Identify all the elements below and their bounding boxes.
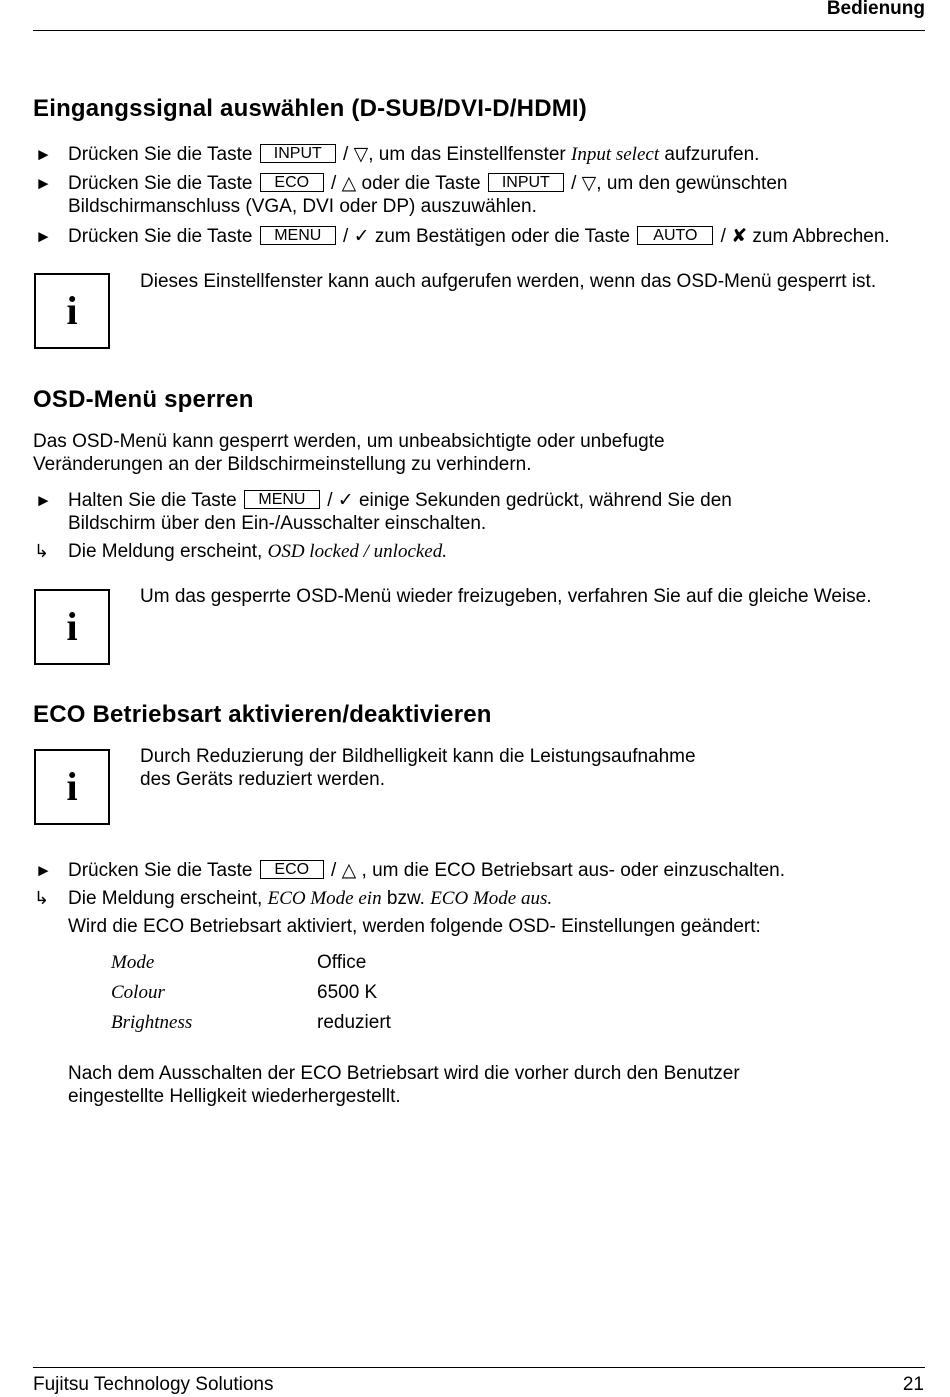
- text: Halten Sie die Taste: [68, 490, 237, 511]
- section-heading-eco-mode: ECO Betriebsart aktivieren/deaktivieren: [33, 701, 492, 728]
- paragraph-line: Das OSD-Menü kann gesperrt werden, um unbeabsichtigte oder unbefugte: [33, 431, 665, 452]
- result-arrow-icon: ↳: [34, 888, 50, 908]
- footer-rule: [33, 1367, 925, 1368]
- checkmark-icon: ✓: [353, 225, 370, 247]
- bullet-marker: ►: [35, 227, 52, 246]
- key-menu: MENU: [260, 226, 336, 245]
- paragraph-line: Veränderungen an der Bildschirmeinstellung zu verhindern.: [33, 454, 532, 475]
- bullet-marker: ►: [35, 174, 52, 193]
- bullet-marker: ►: [35, 491, 52, 510]
- section-heading-osd-lock: OSD-Menü sperren: [33, 386, 254, 413]
- text: zum Bestätigen oder die Taste: [374, 226, 631, 247]
- instruction-input-select: [68, 143, 759, 166]
- text: Die Meldung erscheint,: [68, 888, 263, 909]
- info-icon: i: [34, 273, 110, 349]
- instruction-eco-toggle: [68, 859, 785, 882]
- checkmark-icon: ✓: [337, 489, 354, 511]
- separator: /: [331, 173, 337, 194]
- separator: /: [720, 226, 726, 247]
- instruction-confirm-cancel: [68, 225, 890, 248]
- page-number: 21: [902, 1374, 924, 1395]
- bullet-marker: ►: [35, 861, 52, 880]
- cross-icon: ✘: [731, 225, 748, 247]
- text: , um das Einstellfenster: [368, 144, 566, 165]
- result-arrow-icon: ↳: [34, 541, 50, 561]
- text: bzw.: [386, 888, 425, 909]
- text: , um die ECO Betriebsart aus- oder einzuschalten.: [361, 860, 785, 881]
- closing-paragraph-line: Nach dem Ausschalten der ECO Betriebsart wird die vorher durch den Benutzer: [68, 1063, 740, 1084]
- separator: /: [343, 226, 349, 247]
- text: zum Abbrechen.: [752, 226, 890, 247]
- instruction-choose-connection: [68, 172, 787, 195]
- info-icon: i: [34, 589, 110, 665]
- separator: /: [571, 173, 577, 194]
- text: , um den gewünschten: [596, 173, 788, 194]
- result-message-cont: Wird die ECO Betriebsart aktiviert, werden folgende OSD- Einstellungen geändert:: [68, 916, 761, 937]
- separator: /: [331, 860, 337, 881]
- setting-value: 6500 K: [317, 982, 378, 1003]
- info-note-cont: des Geräts reduziert werden.: [140, 769, 386, 790]
- instruction-choose-connection-cont: Bildschirmanschluss (VGA, DVI oder DP) auszuwählen.: [68, 196, 537, 217]
- instruction-hold-menu: [68, 489, 732, 512]
- info-note: Durch Reduzierung der Bildhelligkeit kann die Leistungsaufnahme: [140, 746, 696, 767]
- result-message: [68, 540, 447, 563]
- separator: /: [343, 144, 349, 165]
- up-triangle-icon: △: [341, 172, 357, 194]
- instruction-hold-menu-cont: Bildschirm über den Ein-/Ausschalter einschalten.: [68, 513, 487, 534]
- text: Drücken Sie die Taste: [68, 144, 253, 165]
- setting-name: Colour: [111, 982, 165, 1003]
- closing-paragraph-line: eingestellte Helligkeit wiederhergestellt.: [68, 1086, 401, 1107]
- info-icon: i: [34, 749, 110, 825]
- key-input: INPUT: [260, 144, 336, 163]
- running-header: Bedienung: [826, 0, 925, 19]
- message-osd-locked: OSD locked / unlocked.: [267, 541, 447, 562]
- down-triangle-icon: ▽: [581, 172, 597, 194]
- section-heading-input-signal: Eingangssignal auswählen (D-SUB/DVI-D/HDMI): [33, 95, 587, 122]
- key-eco: ECO: [260, 860, 324, 879]
- key-eco: ECO: [260, 173, 324, 192]
- setting-value: reduziert: [317, 1012, 391, 1033]
- setting-value: Office: [317, 952, 367, 973]
- menu-name-input-select: Input select: [571, 144, 660, 165]
- key-auto: AUTO: [637, 226, 713, 245]
- bullet-marker: ►: [35, 145, 52, 164]
- text: Drücken Sie die Taste: [68, 226, 253, 247]
- header-rule: [33, 30, 925, 31]
- text: Drücken Sie die Taste: [68, 860, 253, 881]
- key-menu: MENU: [244, 490, 320, 509]
- text: Drücken Sie die Taste: [68, 173, 253, 194]
- setting-name: Brightness: [111, 1012, 193, 1033]
- text: einige Sekunden gedrückt, während Sie den: [358, 490, 732, 511]
- text: oder die Taste: [361, 173, 481, 194]
- result-message: [68, 887, 552, 910]
- info-note: Um das gesperrte OSD-Menü wieder freizugeben, verfahren Sie auf die gleiche Weise.: [140, 586, 872, 607]
- setting-name: Mode: [111, 952, 155, 973]
- text: Die Meldung erscheint,: [68, 541, 263, 562]
- info-note: Dieses Einstellfenster kann auch aufgerufen werden, wenn das OSD-Menü gesperrt ist.: [140, 271, 877, 292]
- message-eco-off: ECO Mode aus.: [430, 888, 553, 909]
- text: aufzurufen.: [664, 144, 760, 165]
- footer-company: Fujitsu Technology Solutions: [33, 1374, 274, 1395]
- down-triangle-icon: ▽: [353, 143, 369, 165]
- key-input: INPUT: [488, 173, 564, 192]
- message-eco-on: ECO Mode ein: [267, 888, 382, 909]
- separator: /: [327, 490, 333, 511]
- up-triangle-icon: △: [341, 859, 357, 881]
